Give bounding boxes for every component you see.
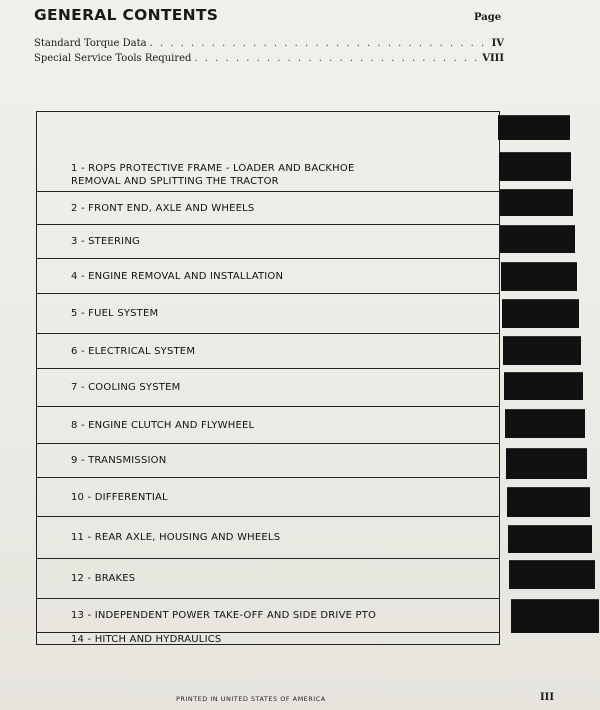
intro-entry[interactable] xyxy=(34,38,504,53)
section-title-line: 14 - HITCH AND HYDRAULICS xyxy=(71,634,222,645)
section-index-box xyxy=(36,111,500,645)
section-title-line: 7 - COOLING SYSTEM xyxy=(71,382,181,393)
section-title-line: 11 - REAR AXLE, HOUSING AND WHEELS xyxy=(71,532,281,543)
section-title-line: 6 - ELECTRICAL SYSTEM xyxy=(71,345,196,357)
thumb-tab-section-10[interactable] xyxy=(506,448,587,479)
thumb-tab-section-5[interactable] xyxy=(501,262,577,291)
thumb-tab-section-1[interactable] xyxy=(498,115,570,140)
section-title xyxy=(71,531,280,544)
section-title-line: 8 - ENGINE CLUTCH AND FLYWHEEL xyxy=(71,419,255,431)
thumb-tab-section-3[interactable] xyxy=(500,189,573,216)
section-entry-10[interactable] xyxy=(37,478,499,517)
section-title xyxy=(71,162,354,188)
section-title-line: 12 - BRAKES xyxy=(71,573,136,584)
section-entry-9[interactable] xyxy=(37,444,499,478)
section-entry-6[interactable] xyxy=(37,334,499,369)
section-entry-3[interactable] xyxy=(37,225,499,259)
section-title xyxy=(71,633,221,646)
section-entry-11[interactable] xyxy=(37,517,499,559)
section-entry-12[interactable] xyxy=(37,559,499,599)
intro-entry-label: Standard Torque Data xyxy=(34,38,147,49)
thumb-tab-section-13[interactable] xyxy=(509,560,595,589)
section-title xyxy=(71,307,158,320)
section-title xyxy=(71,270,283,283)
section-title-line: 13 - INDEPENDENT POWER TAKE-OFF AND SIDE DRIVE PTO xyxy=(71,610,377,621)
section-title-line: 10 - DIFFERENTIAL xyxy=(71,491,168,503)
printed-in-usa-note: PRINTED IN UNITED STATES OF AMERICA xyxy=(176,695,326,703)
thumb-tab-section-12[interactable] xyxy=(508,525,592,553)
section-entry-14[interactable] xyxy=(37,633,499,646)
intro-entries xyxy=(34,38,504,68)
section-title xyxy=(71,202,254,215)
section-title-line: 4 - ENGINE REMOVAL AND INSTALLATION xyxy=(71,270,284,282)
leader-dots xyxy=(150,38,489,49)
section-title xyxy=(71,381,180,394)
section-title-line: 5 - FUEL SYSTEM xyxy=(71,308,159,319)
section-title-line: 3 - STEERING xyxy=(71,236,140,247)
section-title xyxy=(71,609,376,622)
section-title-line: 9 - TRANSMISSION xyxy=(71,455,167,466)
intro-entry-label: Special Service Tools Required xyxy=(34,53,192,64)
section-title xyxy=(71,419,254,432)
section-entry-1[interactable] xyxy=(37,112,499,192)
thumb-tab-section-6[interactable] xyxy=(502,299,579,328)
page-column-label: Page xyxy=(474,12,502,23)
leader-dots xyxy=(194,53,479,64)
thumb-tab-section-7[interactable] xyxy=(503,336,581,365)
page-number: III xyxy=(540,692,555,703)
section-title-line: 2 - FRONT END, AXLE AND WHEELS xyxy=(71,202,255,214)
intro-entry-page: IV xyxy=(491,38,504,49)
intro-entry[interactable] xyxy=(34,53,504,68)
section-list xyxy=(37,112,499,644)
section-entry-2[interactable] xyxy=(37,192,499,225)
thumb-tab-section-8[interactable] xyxy=(504,372,583,400)
page-title: GENERAL CONTENTS xyxy=(34,6,219,24)
section-title xyxy=(71,235,140,248)
section-entry-8[interactable] xyxy=(37,407,499,444)
section-entry-13[interactable] xyxy=(37,599,499,633)
thumb-tab-section-14[interactable] xyxy=(511,599,599,633)
intro-entry-page: VIII xyxy=(482,53,504,64)
section-title xyxy=(71,454,166,467)
section-entry-4[interactable] xyxy=(37,259,499,294)
thumb-tab-section-2[interactable] xyxy=(499,152,571,181)
section-entry-7[interactable] xyxy=(37,369,499,407)
section-title xyxy=(71,345,195,358)
thumb-tab-section-4[interactable] xyxy=(500,225,575,253)
section-title xyxy=(71,491,168,504)
section-title-line: REMOVAL AND SPLITTING THE TRACTOR xyxy=(71,176,279,187)
section-entry-5[interactable] xyxy=(37,294,499,334)
section-title-line: 1 - ROPS PROTECTIVE FRAME - LOADER AND BACKHOE xyxy=(71,163,355,174)
section-title xyxy=(71,572,135,585)
thumb-tab-section-11[interactable] xyxy=(507,487,590,517)
thumb-tab-section-9[interactable] xyxy=(505,409,585,438)
